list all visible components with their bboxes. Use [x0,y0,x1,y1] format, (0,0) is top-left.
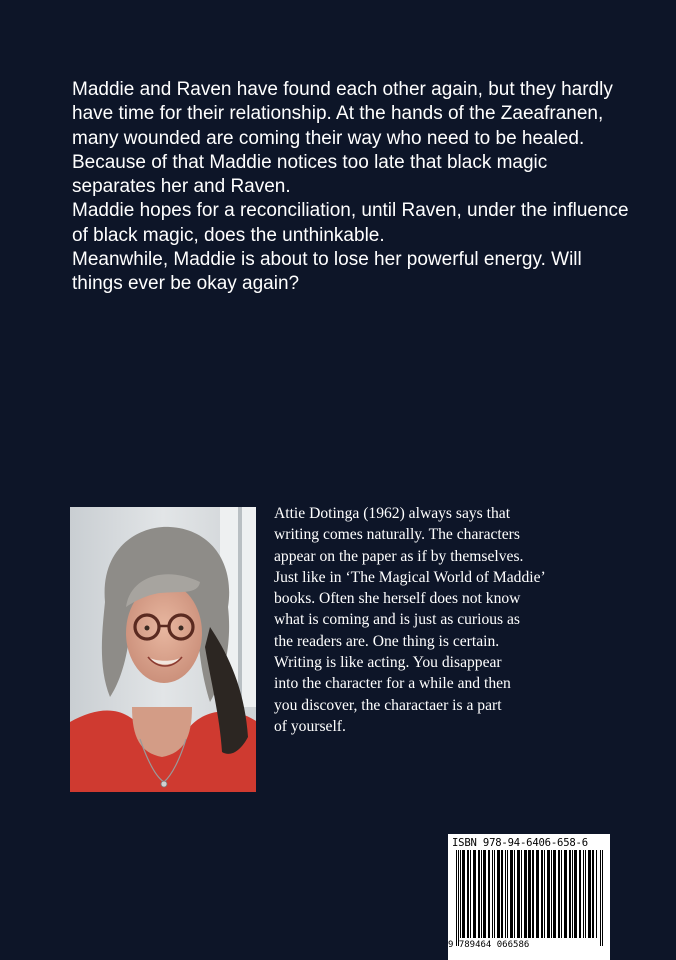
barcode-bar [551,850,552,938]
barcode-bar [588,850,591,938]
barcode-bar [501,850,503,938]
barcode-bar [514,850,515,938]
barcode-bar [574,850,577,938]
barcode-bar [483,850,486,938]
barcode-bar [460,850,461,938]
author-photo [70,507,256,792]
barcode-bar [528,850,531,938]
barcode-digits: 9 789464 066586 [448,940,530,950]
author-bio-line: books. Often she herself does not know [274,590,521,608]
barcode-bar [585,850,586,938]
author-bio-line: Attie Dotinga (1962) always says that [274,505,511,522]
author-bio-line: appear on the paper as if by themselves. [274,547,524,565]
barcode-bar [507,850,508,938]
blurb-paragraph-4: Meanwhile, Maddie is about to lose her powerful energy. Will things ever be okay again? [72,249,582,295]
barcode-bar [569,850,571,938]
barcode-bar [600,850,601,946]
barcode-bar [510,850,513,938]
barcode-bar [564,850,567,938]
blurb-paragraph-1: Maddie and Raven have found each other again, but they hardly have time for their relationship. At the hands of the Zaeafranen, many wounded are coming their way who need to be healed. [72,79,613,149]
barcode-bar [494,850,495,938]
isbn-barcode [448,834,610,960]
barcode-bar [488,850,490,938]
barcode-bar [532,850,534,938]
back-cover-blurb [72,78,632,297]
barcode-bar [517,850,520,938]
barcode-bar [592,850,594,938]
barcode-bar [583,850,584,938]
barcode-bar [467,850,469,938]
barcode-bar [524,850,527,938]
barcode-bar [462,850,465,938]
barcode-bar [497,850,500,938]
isbn-label: ISBN 978-94-6406-658-6 [452,837,588,849]
barcode-bar [536,850,539,938]
barcode-bar [492,850,493,938]
barcode-bar [481,850,482,938]
author-bio-line: of yourself. [274,717,346,735]
barcode-bar [558,850,560,938]
author-bio [274,503,664,737]
author-bio-line: you discover, the charactaer is a part [274,696,502,714]
barcode-bar [602,850,603,946]
blurb-paragraph-2: Because of that Maddie notices too late that black magic separates her and Raven. [72,151,548,198]
barcode-bar [541,850,543,938]
author-portrait-illustration [70,507,256,792]
author-bio-line: writing comes naturally. The characters [274,526,520,544]
author-bio-line: the readers are. One thing is certain. [274,632,500,650]
author-bio-line: what is coming and is just as curious as [274,611,521,629]
author-bio-line: into the character for a while and then [274,675,511,693]
author-bio-line: Writing is like acting. You disappear [274,654,502,672]
barcode-bar [505,850,506,938]
barcode-bar [478,850,480,938]
barcode-bar [544,850,545,938]
barcode-bar [572,850,573,938]
barcode-bar [456,850,457,946]
barcode-bar [553,850,556,938]
barcode-bar [470,850,471,938]
barcode-bar [596,850,597,938]
barcode-bar [561,850,562,938]
author-bio-line: Just like in ‘The Magical World of Maddie’ [274,568,546,586]
barcode-bar [547,850,550,938]
barcode-bar [579,850,581,938]
barcode-bar [458,850,459,946]
barcode-bar [473,850,476,938]
blurb-paragraph-3: Maddie hopes for a reconciliation, until Raven, under the influence of black magic, does the unthinkable. [72,200,629,246]
barcode-bar [521,850,522,938]
